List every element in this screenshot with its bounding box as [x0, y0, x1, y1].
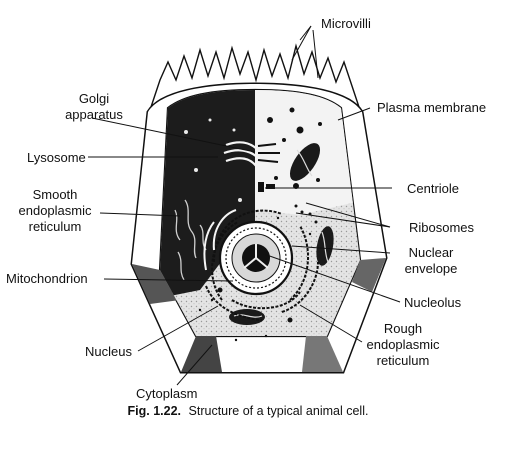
label-nucleolus: Nucleolus: [404, 295, 462, 310]
label-smooth-er-line1: Smooth: [32, 187, 78, 202]
label-plasma-membrane: Plasma membrane: [377, 100, 487, 115]
nucleus: [220, 222, 292, 294]
label-golgi-line1: Golgi: [78, 91, 110, 106]
caption-text: Structure of a typical animal cell.: [188, 404, 369, 418]
label-mitochondrion: Mitochondrion: [6, 271, 88, 286]
label-lysosome: Lysosome: [27, 150, 86, 165]
label-smooth-er-line2: endoplasmic: [18, 203, 92, 218]
label-nuclear-envelope-line1: Nuclear: [408, 245, 454, 260]
label-nuclear-envelope-line2: envelope: [404, 261, 458, 276]
label-microvilli: Microvilli: [321, 16, 371, 31]
label-rough-er-line1: Rough: [383, 321, 423, 336]
label-ribosomes: Ribosomes: [409, 220, 475, 235]
label-cytoplasm: Cytoplasm: [136, 386, 198, 401]
label-smooth-er-line3: reticulum: [28, 219, 82, 234]
caption-fig-number: Fig. 1.22.: [127, 404, 182, 418]
figure-caption: [128, 404, 369, 418]
cytoplasm-fill: [150, 85, 365, 340]
label-rough-er-line2: endoplasmic: [366, 337, 440, 352]
label-nucleus: Nucleus: [85, 344, 132, 359]
label-rough-er-line3: reticulum: [376, 353, 430, 368]
label-golgi-line2: apparatus: [65, 107, 123, 122]
label-centriole: Centriole: [407, 181, 460, 196]
